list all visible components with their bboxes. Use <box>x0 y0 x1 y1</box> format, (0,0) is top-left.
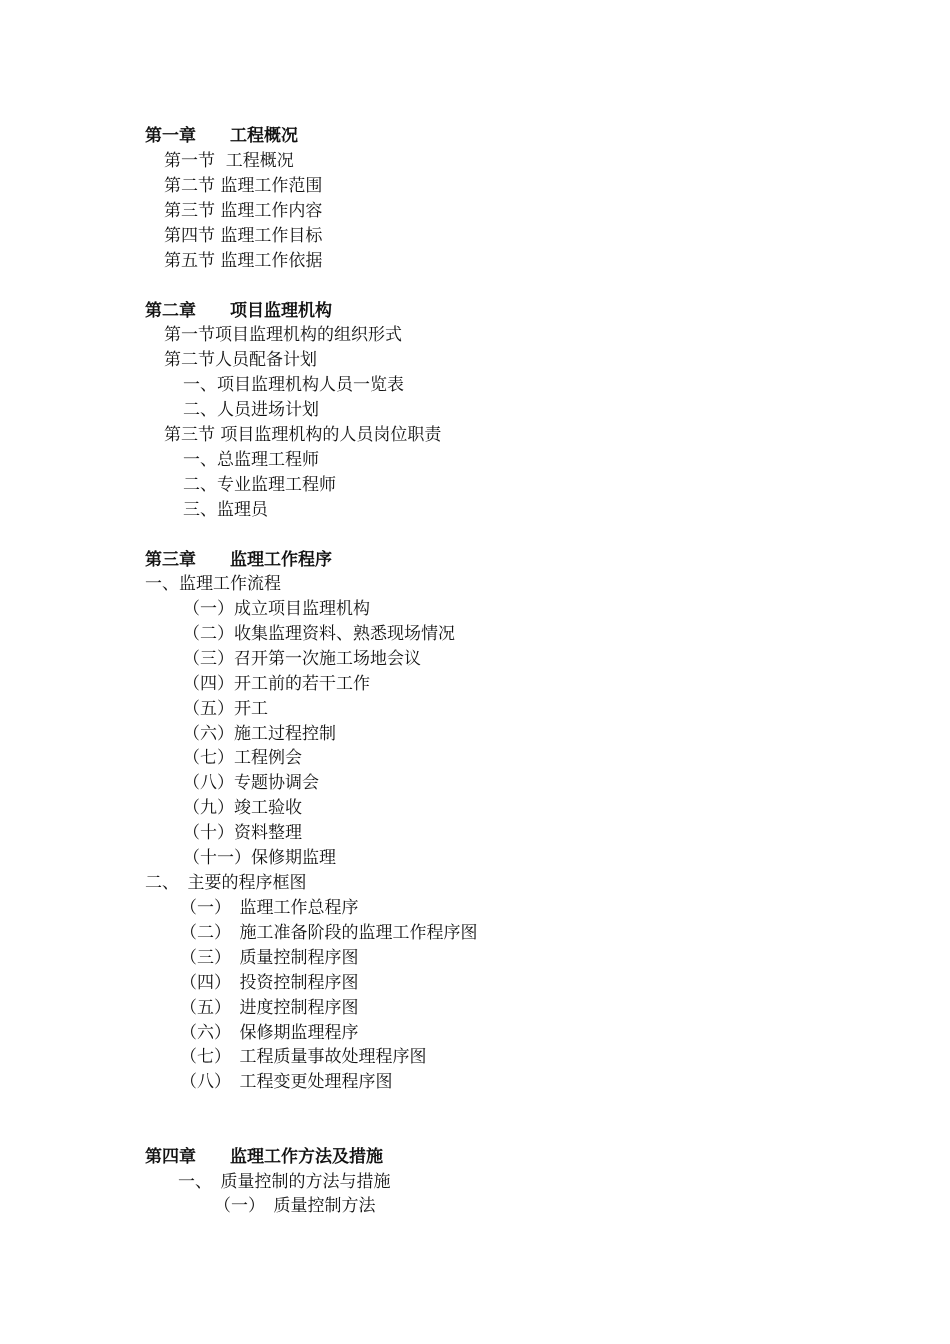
toc-item: （七） 工程质量事故处理程序图 <box>180 1047 427 1067</box>
toc-item: 第三节 项目监理机构的人员岗位职责 <box>164 425 442 445</box>
toc-item: 一、项目监理机构人员一览表 <box>183 375 404 395</box>
toc-item: 三、监理员 <box>183 500 268 520</box>
toc-item: 第二节 监理工作范围 <box>164 176 323 196</box>
toc-item: （五） 进度控制程序图 <box>180 998 359 1018</box>
toc-item: （十一）保修期监理 <box>183 848 336 868</box>
toc-item: 第五节 监理工作依据 <box>164 251 323 271</box>
toc-item: （一） 质量控制方法 <box>214 1196 376 1216</box>
toc-item: （三）召开第一次施工场地会议 <box>183 649 421 669</box>
toc-item: （六）施工过程控制 <box>183 724 336 744</box>
toc-item: （二）收集监理资料、熟悉现场情况 <box>183 624 455 644</box>
toc-item: （一）成立项目监理机构 <box>183 599 370 619</box>
toc-item: 一、 质量控制的方法与措施 <box>178 1172 391 1192</box>
toc-item: （九）竣工验收 <box>183 798 302 818</box>
toc-item: （三） 质量控制程序图 <box>180 948 359 968</box>
chapter-3-title: 第三章 监理工作程序 <box>145 550 332 570</box>
toc-item: 一、总监理工程师 <box>183 450 319 470</box>
toc-item: （一） 监理工作总程序 <box>180 898 359 918</box>
toc-item: （八） 工程变更处理程序图 <box>180 1072 393 1092</box>
toc-item: （四）开工前的若干工作 <box>183 674 370 694</box>
toc-item: 第一节项目监理机构的组织形式 <box>164 325 402 345</box>
toc-item: （八）专题协调会 <box>183 773 319 793</box>
toc-item: 第一节 工程概况 <box>164 151 294 171</box>
toc-item: 一、监理工作流程 <box>145 574 281 594</box>
toc-item: 第三节 监理工作内容 <box>164 201 323 221</box>
toc-item: （五）开工 <box>183 699 268 719</box>
toc-item: 二、专业监理工程师 <box>183 475 336 495</box>
chapter-2-title: 第二章 项目监理机构 <box>145 301 332 321</box>
toc-item: （四） 投资控制程序图 <box>180 973 359 993</box>
toc-item: 第四节 监理工作目标 <box>164 226 323 246</box>
toc-item: 第二节人员配备计划 <box>164 350 317 370</box>
toc-item: （七）工程例会 <box>183 748 302 768</box>
chapter-4-title: 第四章 监理工作方法及措施 <box>145 1147 383 1167</box>
toc-item: 二、 主要的程序框图 <box>145 873 307 893</box>
toc-item: （十）资料整理 <box>183 823 302 843</box>
toc-item: 二、人员进场计划 <box>183 400 319 420</box>
toc-item: （二） 施工准备阶段的监理工作程序图 <box>180 923 478 943</box>
chapter-1-title: 第一章 工程概况 <box>145 126 298 146</box>
toc-item: （六） 保修期监理程序 <box>180 1023 359 1043</box>
